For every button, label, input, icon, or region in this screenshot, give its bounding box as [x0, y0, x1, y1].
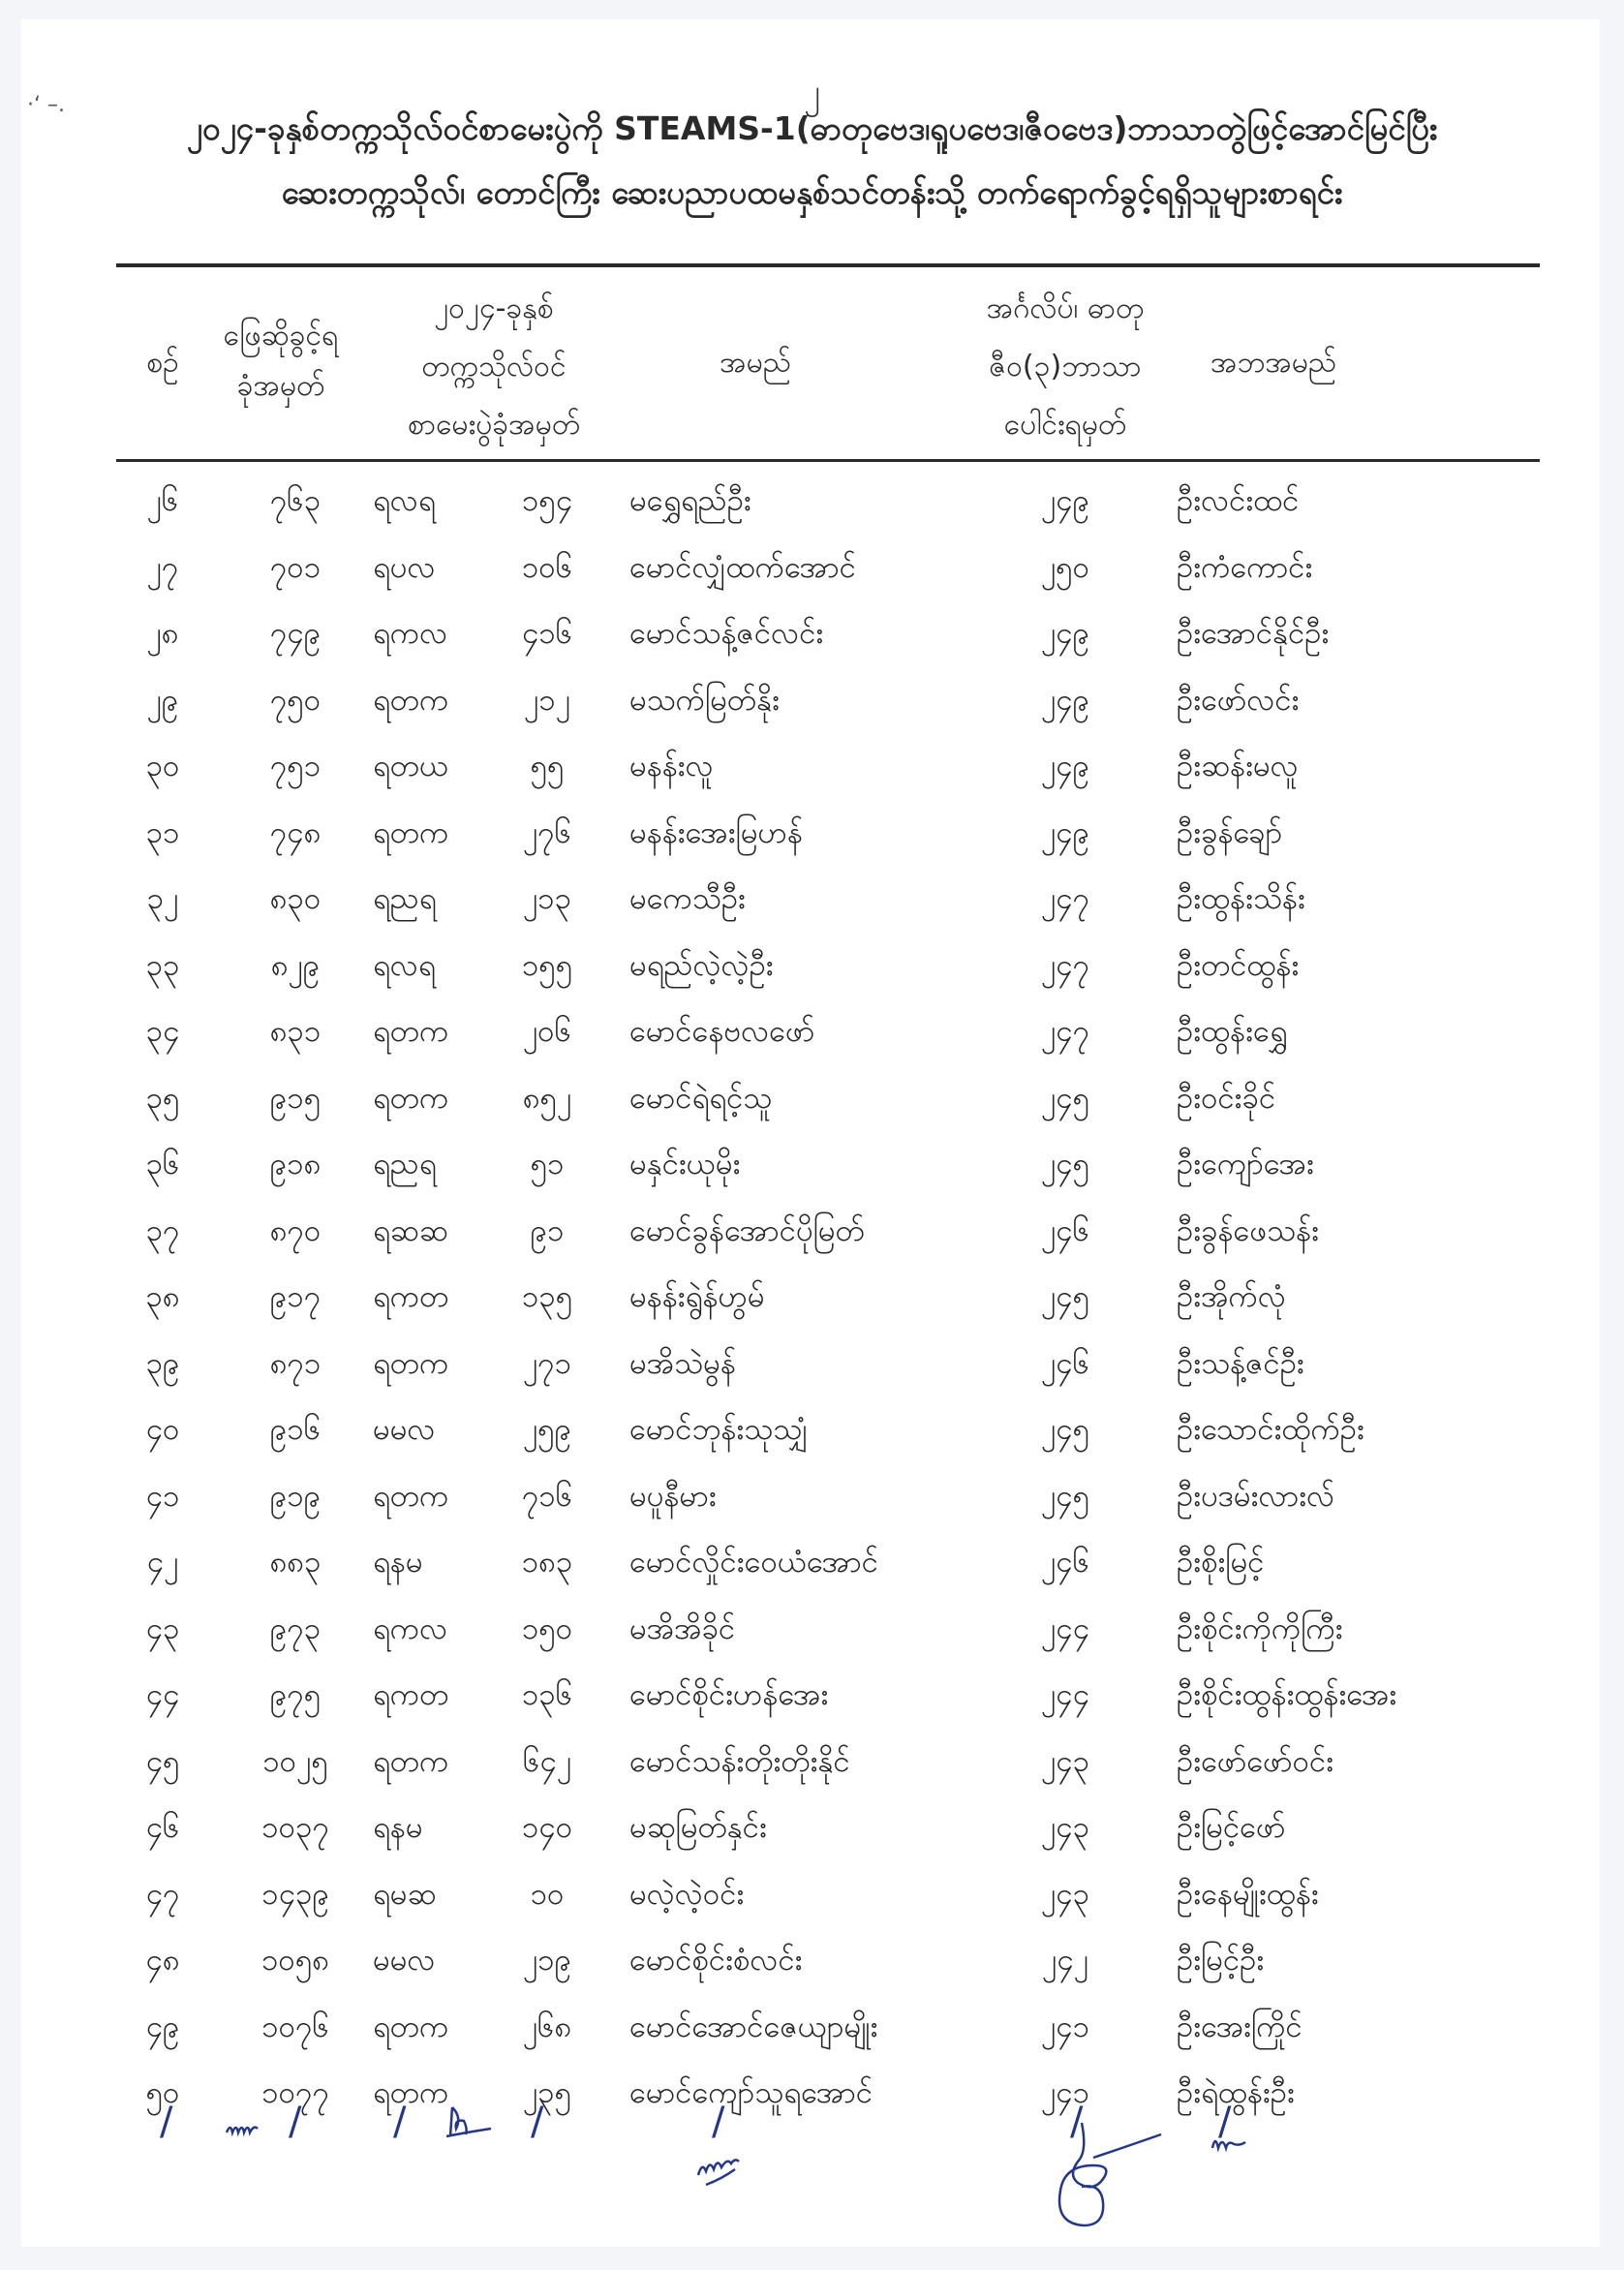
- name-cell: မလဲ့လဲ့ဝင်း: [629, 1877, 745, 1912]
- roll-number-cell: ၇၆၃: [269, 483, 322, 518]
- table-row: [0, 1998, 1624, 2056]
- father-name-cell: ဦးတင်ထွန်း: [1177, 948, 1300, 983]
- father-name-cell: ဦးခွန်ဖေသန်း: [1177, 1213, 1319, 1248]
- initial-signature-2: [441, 2100, 499, 2148]
- exam-number-cell: ၂၁၉: [522, 1943, 572, 1978]
- marks-cell: ၂၄၉: [1040, 815, 1090, 850]
- exam-number-cell: ၂၁၂: [524, 683, 570, 718]
- header-marks-line2: ဇီဝ(၃)ဘာသာ: [989, 350, 1142, 383]
- roll-number-cell: ၇၀၁: [269, 550, 322, 585]
- table-row: [0, 870, 1624, 928]
- table-row: [0, 1533, 1624, 1591]
- marks-cell: ၂၄၅: [1040, 1412, 1090, 1447]
- father-name-cell: ဦးဖော်လင်း: [1177, 683, 1300, 718]
- table-row: [0, 1002, 1624, 1060]
- table-row: [0, 1334, 1624, 1393]
- header-bottom-rule: [116, 459, 1540, 462]
- roll-number-cell: ၁၀၃၇: [261, 1810, 329, 1845]
- table-row: [0, 1600, 1624, 1658]
- exam-number-cell: ၂၆၈: [522, 2009, 572, 2044]
- exam-code-cell: မမလ: [373, 1412, 436, 1447]
- name-cell: မအိသဲမွန်: [629, 1346, 736, 1381]
- marks-cell: ၂၄၅: [1040, 1147, 1090, 1181]
- exam-code-cell: ရနမ: [373, 1545, 423, 1580]
- exam-code-cell: ရညရ: [373, 1147, 437, 1181]
- exam-code-cell: မမလ: [373, 1943, 436, 1978]
- signature-scribble: [1031, 2119, 1167, 2245]
- table-row: [0, 1865, 1624, 1923]
- marks-cell: ၂၄၆: [1040, 1545, 1090, 1580]
- father-name-cell: ဦးကျော်အေး: [1177, 1147, 1314, 1181]
- exam-number-cell: ၁၄၀: [521, 1810, 573, 1845]
- roll-number-cell: ၈၃၀: [269, 881, 322, 916]
- header-top-rule: [116, 263, 1540, 267]
- roll-number-cell: ၁၀၇၆: [261, 2009, 329, 2044]
- roll-number-cell: ၇၅၀: [269, 683, 322, 718]
- marks-cell: ၂၄၄: [1040, 1611, 1090, 1646]
- exam-code-cell: ရတက: [373, 1014, 449, 1049]
- roll-number-cell: ၈၃၁: [269, 1014, 322, 1049]
- exam-code-cell: ရကတ: [373, 1677, 449, 1712]
- roll-number-cell: ၁၄၃၉: [261, 1877, 329, 1912]
- father-name-cell: ဦးစိုးမြင့်: [1177, 1545, 1265, 1580]
- tick-mark: /: [531, 2100, 544, 2144]
- serial-cell: ၄၈: [145, 1943, 180, 1978]
- exam-code-cell: ရတက: [373, 683, 449, 718]
- name-cell: မရည်လဲ့လဲ့ဦး: [629, 948, 774, 983]
- serial-cell: ၃၅: [145, 1081, 180, 1116]
- serial-cell: ၄၁: [145, 1479, 180, 1514]
- exam-number-cell: ၁၀: [530, 1877, 565, 1912]
- table-row: [0, 1931, 1624, 1989]
- roll-number-cell: ၁၀၅၈: [260, 1943, 330, 1978]
- roll-number-cell: ၈၇၀: [269, 1213, 322, 1248]
- roll-number-cell: ၉၁၇: [269, 1279, 322, 1314]
- marks-cell: ၂၄၃: [1040, 1810, 1090, 1845]
- marks-cell: ၂၄၄: [1040, 1677, 1090, 1712]
- roll-number-cell: ၁၀၂၅: [262, 1744, 328, 1779]
- father-name-cell: ဦးအိုက်လုံ: [1177, 1279, 1286, 1314]
- marks-cell: ၂၄၇: [1040, 1014, 1090, 1049]
- name-cell: မောင်ခွန်အောင်ပိုမြတ်: [629, 1213, 865, 1248]
- header-marks-line1: အင်္ဂလိပ်၊ ဓာတု: [986, 291, 1145, 325]
- name-cell: မောင်အောင်ဇေယျာမျိုး: [629, 2009, 878, 2044]
- name-cell: မောင်လှိုင်းဝေယံအောင်: [629, 1545, 878, 1580]
- exam-number-cell: ၇၁၆: [521, 1479, 573, 1514]
- exam-code-cell: ရညရ: [373, 881, 437, 916]
- roll-number-cell: ၉၇၅: [269, 1677, 322, 1712]
- name-cell: မနှင်းယုမိုး: [629, 1147, 741, 1181]
- exam-code-cell: ရကတ: [373, 1279, 449, 1314]
- name-cell: မောင်ရဲရင့်သူ: [629, 1081, 773, 1116]
- name-cell: မပူနီမား: [629, 1479, 717, 1514]
- marks-cell: ၂၄၉: [1040, 749, 1090, 783]
- name-cell: မောင်သန်းတိုးတိုးနိုင်: [629, 1744, 850, 1779]
- exam-code-cell: ရကလ: [373, 1611, 448, 1646]
- table-row: [0, 1798, 1624, 1856]
- header-marks-line3: ပေါင်းရမှတ်: [1003, 408, 1127, 442]
- roll-number-cell: ၉၁၅: [269, 1081, 322, 1116]
- initial-signature-4: [1209, 2129, 1257, 2154]
- name-cell: မသက်မြတ်နိုး: [629, 683, 780, 718]
- father-name-cell: ဦးဆန်းမလူ: [1177, 749, 1299, 783]
- marks-cell: ၂၄၉: [1040, 483, 1090, 518]
- exam-number-cell: ၂၅၉: [522, 1412, 572, 1447]
- serial-cell: ၃၁: [145, 815, 180, 850]
- exam-number-cell: ၂၇၁: [522, 1346, 572, 1381]
- exam-number-cell: ၁၅၄: [521, 483, 573, 518]
- exam-number-cell: ၁၀၆: [521, 550, 573, 585]
- table-row: [0, 1069, 1624, 1127]
- exam-number-cell: ၉၁: [530, 1213, 565, 1248]
- roll-number-cell: ၇၄၉: [269, 616, 322, 651]
- serial-cell: ၂၆: [146, 483, 179, 518]
- exam-code-cell: ရတက: [373, 1744, 449, 1779]
- marks-cell: ၂၄၃: [1040, 1744, 1090, 1779]
- serial-cell: ၃၂: [146, 881, 179, 916]
- exam-number-cell: ၅၅: [530, 749, 565, 783]
- exam-code-cell: ရတက: [373, 2009, 449, 2044]
- name-cell: မောင်နေဗလဖော်: [629, 1014, 815, 1049]
- serial-cell: ၃၈: [145, 1279, 180, 1314]
- exam-code-cell: ရတက: [373, 1081, 449, 1116]
- title-line-1: ၂၀၂၄-ခုနှစ်တက္ကသိုလ်ဝင်စာမေးပွဲကို STEAMS-1(ဓာတုဗေဒ၊ရူပဗေဒ၊ဇီဝဗေဒ)ဘာသာတွဲဖြင့်အောင်မြင်ပြီး: [186, 109, 1438, 147]
- father-name-cell: ဦးသန့်ဇင်ဦး: [1177, 1346, 1304, 1381]
- tick-mark: /: [712, 2100, 725, 2144]
- marks-cell: ၂၄၇: [1040, 881, 1090, 916]
- name-cell: မအိအိခိုင်: [629, 1611, 736, 1646]
- header-serial: စဉ်: [146, 346, 179, 380]
- marks-cell: ၂၄၃: [1040, 1877, 1090, 1912]
- initial-signature-1: [225, 2119, 263, 2142]
- name-cell: မောင်ကျော်သူရအောင်: [629, 2075, 873, 2110]
- page-number: ၂: [804, 73, 820, 111]
- exam-number-cell: ၁၅၀: [521, 1611, 573, 1646]
- roll-number-cell: ၇၅၁: [269, 749, 322, 783]
- tick-mark: /: [1218, 2100, 1232, 2144]
- serial-cell: ၃၆: [145, 1147, 180, 1181]
- table-row: [0, 671, 1624, 729]
- tick-mark: /: [160, 2100, 173, 2144]
- header-exam-line1: ၂၀၂၄-ခုနှစ်: [434, 291, 554, 325]
- marks-cell: ၂၄၅: [1040, 1279, 1090, 1314]
- name-cell: မောင်စိုင်းစံလင်း: [629, 1943, 803, 1978]
- exam-code-cell: ရလရ: [373, 483, 436, 518]
- serial-cell: ၂၈: [146, 616, 179, 651]
- name-cell: မနန်းလူ: [629, 749, 714, 783]
- header-exam-line2: တက္ကသိုလ်ဝင်: [421, 350, 567, 383]
- father-name-cell: ဦးအောင်နိုင်ဦး: [1177, 616, 1330, 651]
- serial-cell: ၄၅: [145, 1744, 180, 1779]
- exam-code-cell: ရတယ: [373, 749, 449, 783]
- marks-cell: ၂၄၉: [1040, 616, 1090, 651]
- marks-cell: ၂၅၀: [1040, 550, 1090, 585]
- table-row: [0, 936, 1624, 995]
- marks-cell: ၂၄၉: [1040, 683, 1090, 718]
- marks-cell: ၂၄၅: [1040, 1081, 1090, 1116]
- exam-code-cell: ရလရ: [373, 948, 436, 983]
- exam-number-cell: ၂၃၅: [522, 2075, 572, 2110]
- father-name-cell: ဦးနေမျိုးထွန်း: [1177, 1877, 1319, 1912]
- exam-code-cell: ရပလ: [373, 550, 436, 585]
- serial-cell: ၃၉: [145, 1346, 180, 1381]
- tick-mark: /: [1070, 2100, 1084, 2144]
- name-cell: မောင်သန့်ဇင်လင်း: [629, 616, 824, 651]
- serial-cell: ၄၀: [145, 1412, 180, 1447]
- title-line-2: ဆေးတက္ကသိုလ်၊ တောင်ကြီး ဆေးပညာပထမနှစ်သင်တန်းသို့ တက်ရောက်ခွင့်ရရှိသူများစာရင်း: [281, 173, 1343, 211]
- father-name-cell: ဦးစိုင်းထွန်းထွန်းအေး: [1177, 1677, 1397, 1712]
- name-cell: မနန်းအေးမြဟန်: [629, 815, 803, 850]
- roll-number-cell: ၉၇၃: [269, 1611, 322, 1646]
- serial-cell: ၃၄: [145, 1014, 180, 1049]
- table-row: [0, 604, 1624, 662]
- serial-cell: ၄၃: [145, 1611, 180, 1646]
- serial-cell: ၂၉: [146, 683, 179, 718]
- marks-cell: ၂၄၁: [1040, 2009, 1090, 2044]
- exam-code-cell: ရတက: [373, 815, 449, 850]
- exam-code-cell: ရမဆ: [373, 1877, 437, 1912]
- name-cell: မဆုမြတ်နှင်း: [629, 1810, 767, 1845]
- exam-code-cell: ရကလ: [373, 616, 448, 651]
- exam-number-cell: ၄၁၆: [521, 616, 573, 651]
- father-name-cell: ဦးကံကောင်း: [1177, 550, 1313, 585]
- marks-cell: ၂၄၅: [1040, 1479, 1090, 1514]
- roll-number-cell: ၁၀၇၇: [261, 2075, 329, 2110]
- exam-number-cell: ၁၃၅: [521, 1279, 573, 1314]
- table-row: [0, 1202, 1624, 1260]
- father-name-cell: ဦးပဒမ်းလားလ်: [1177, 1479, 1335, 1514]
- name-cell: မရွှေရည်ဦး: [629, 483, 751, 518]
- father-name-cell: ဦးဖော်ဖော်ဝင်း: [1177, 1744, 1334, 1779]
- serial-cell: ၃၃: [145, 948, 180, 983]
- marks-cell: ၂၄၁: [1040, 2075, 1090, 2110]
- table-row: [0, 1268, 1624, 1326]
- marks-cell: ၂၄၂: [1042, 1943, 1088, 1978]
- father-name-cell: ဦးစိုင်းကိုကိုကြီး: [1177, 1611, 1343, 1646]
- father-name-cell: ဦးအေးကြိုင်: [1177, 2009, 1302, 2044]
- serial-cell: ၃၇: [145, 1213, 180, 1248]
- exam-number-cell: ၁၅၅: [521, 948, 573, 983]
- exam-code-cell: ရတက: [373, 1346, 449, 1381]
- exam-number-cell: ၂၇၆: [522, 815, 572, 850]
- exam-number-cell: ၂၀၆: [522, 1014, 572, 1049]
- initial-signature-3: [692, 2136, 760, 2194]
- name-cell: မောင်ဘုန်းသုသျှံ: [629, 1412, 809, 1447]
- father-name-cell: ဦးမြင့်ဖော်: [1177, 1810, 1286, 1845]
- header-exam-line3: စာမေးပွဲခုံအမှတ်: [407, 408, 581, 442]
- roll-number-cell: ၉၁၉: [269, 1479, 322, 1514]
- signature-strip: [0, 2100, 1624, 2245]
- name-cell: မောင်လျှံထက်အောင်: [629, 550, 856, 585]
- name-cell: မောင်စိုင်းဟန်အေး: [629, 1677, 829, 1712]
- father-name-cell: ဦးထွန်းသိန်း: [1177, 881, 1305, 916]
- header-father: အဘအမည်: [1210, 346, 1337, 380]
- father-name-cell: ဦးသောင်းထိုက်ဦး: [1177, 1412, 1364, 1447]
- serial-cell: ၄၄: [145, 1677, 180, 1712]
- scan-mark: ·‘ –.: [27, 93, 65, 117]
- serial-cell: ၄၇: [145, 1877, 180, 1912]
- father-name-cell: ဦးရဲထွန်းဦး: [1177, 2075, 1295, 2110]
- exam-number-cell: ၅၁: [530, 1147, 565, 1181]
- header-roll-line1: ဖြေဆိုခွင့်ရ: [223, 319, 339, 353]
- marks-cell: ၂၄၆: [1040, 1213, 1090, 1248]
- exam-number-cell: ၁၈၃: [521, 1545, 573, 1580]
- header-roll-line2: ခုံအမှတ်: [236, 369, 325, 403]
- table-row: [0, 472, 1624, 530]
- table-row: [0, 1733, 1624, 1791]
- serial-cell: ၅၀: [145, 2075, 180, 2110]
- serial-cell: ၄၉: [145, 2009, 180, 2044]
- table-row: [0, 538, 1624, 597]
- tick-mark: /: [289, 2100, 302, 2144]
- father-name-cell: ဦးထွန်းရွှေ: [1177, 1014, 1288, 1049]
- table-row: [0, 1400, 1624, 1458]
- header-name: အမည်: [720, 346, 791, 380]
- father-name-cell: ဦးမြင့်ဦး: [1177, 1943, 1265, 1978]
- roll-number-cell: ၇၄၈: [269, 815, 322, 850]
- table-row: [0, 1467, 1624, 1525]
- roll-number-cell: ၉၁၆: [269, 1412, 322, 1447]
- exam-number-cell: ၁၃၆: [521, 1677, 573, 1712]
- marks-cell: ၂၄၆: [1040, 1346, 1090, 1381]
- table-row: [0, 1666, 1624, 1724]
- exam-number-cell: ၂၁၃: [522, 881, 572, 916]
- roll-number-cell: ၈၂၉: [270, 948, 321, 983]
- serial-cell: ၂၇: [146, 550, 179, 585]
- exam-code-cell: ရတက: [373, 2075, 449, 2110]
- table-row: [0, 737, 1624, 795]
- name-cell: မနန်းရွဲန်ဟွမ်: [629, 1279, 765, 1314]
- father-name-cell: ဦးခွန်ချော်: [1177, 815, 1283, 850]
- name-cell: မကေသီဦး: [629, 881, 746, 916]
- marks-cell: ၂၄၇: [1040, 948, 1090, 983]
- serial-cell: ၄၂: [146, 1545, 179, 1580]
- table-row: [0, 1135, 1624, 1193]
- father-name-cell: ဦးလင်းထင်: [1177, 483, 1300, 518]
- roll-number-cell: ၈၇၁: [269, 1346, 322, 1381]
- exam-code-cell: ရတက: [373, 1479, 449, 1514]
- exam-number-cell: ၆၄၂: [522, 1744, 572, 1779]
- table-row: [0, 804, 1624, 862]
- father-name-cell: ဦးဝင်းခိုင်: [1177, 1081, 1276, 1116]
- exam-code-cell: ရဆဆ: [373, 1213, 448, 1248]
- tick-mark: /: [393, 2100, 407, 2144]
- exam-code-cell: ရနမ: [373, 1810, 423, 1845]
- serial-cell: ၄၆: [145, 1810, 180, 1845]
- roll-number-cell: ၈၈၃: [269, 1545, 322, 1580]
- serial-cell: ၃၀: [145, 749, 180, 783]
- exam-number-cell: ၈၅၂: [522, 1081, 572, 1116]
- roll-number-cell: ၉၁၈: [269, 1147, 322, 1181]
